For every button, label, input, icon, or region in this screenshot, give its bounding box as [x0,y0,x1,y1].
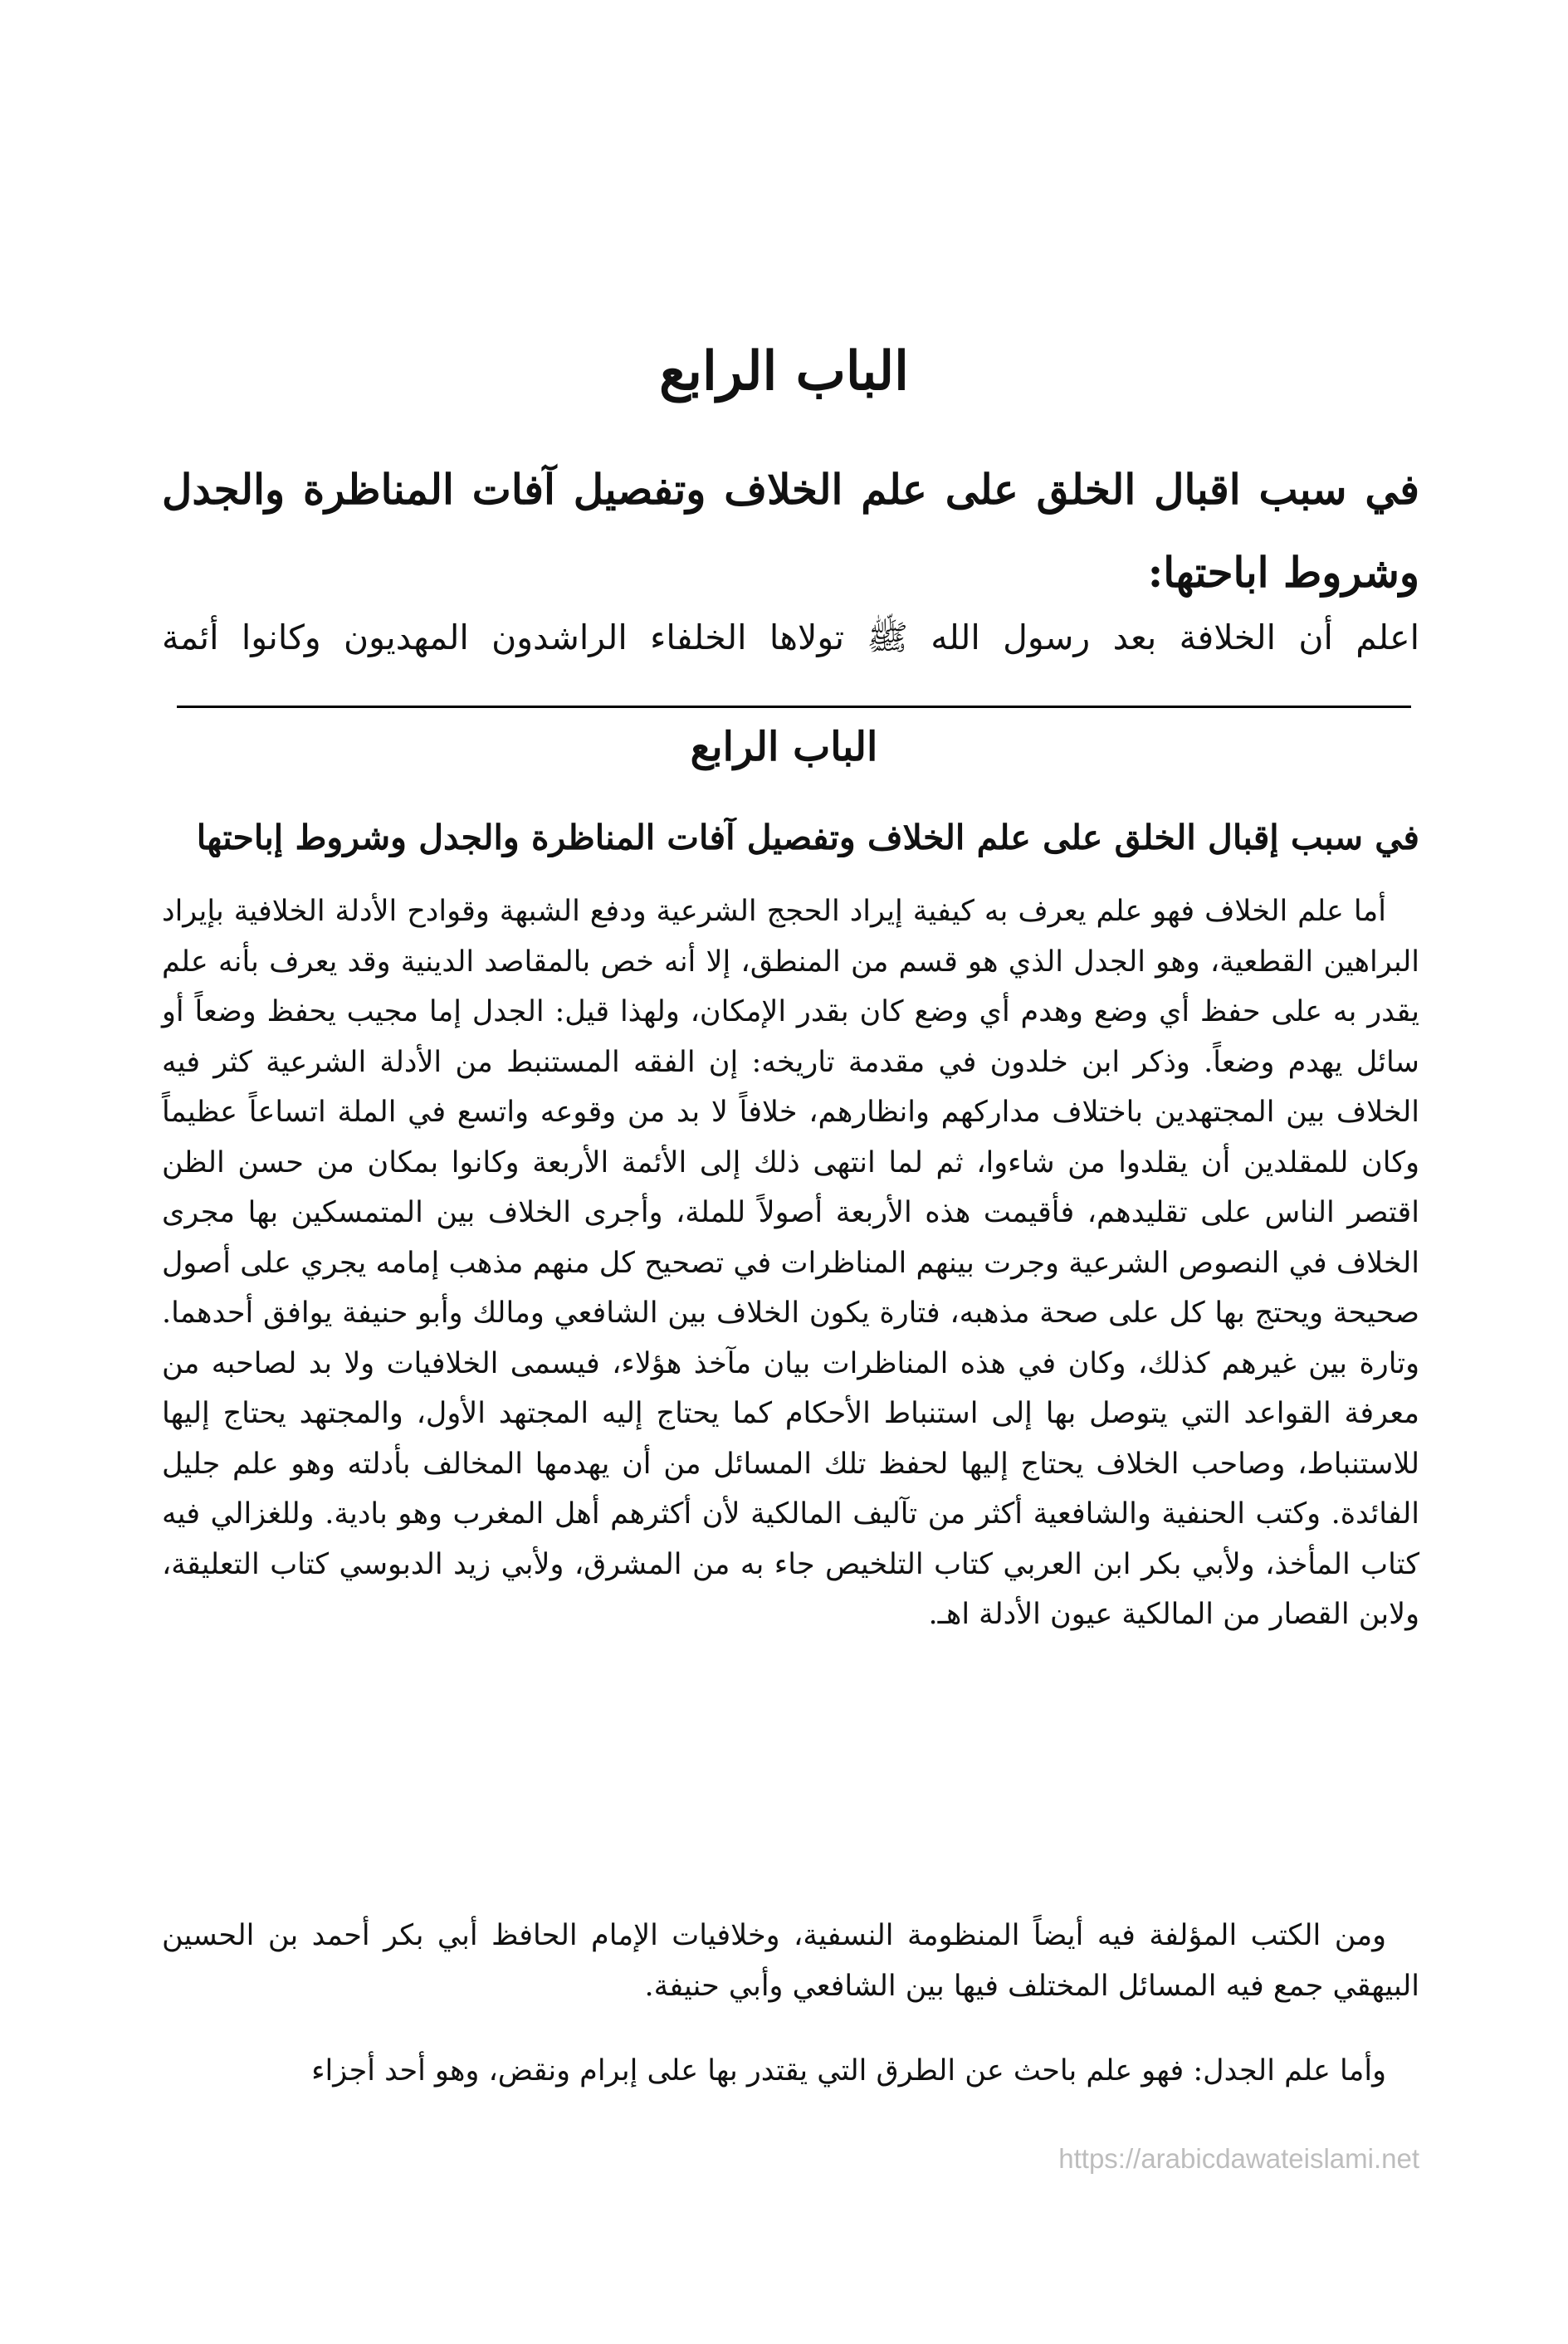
chapter-title: الباب الرابع [659,340,909,403]
commentary-paragraph: وأما علم الجدل: فهو علم باحث عن الطرق التي يقتدر بها على إبرام ونقض، وهو أحد أجزاء [311,2054,1386,2088]
chapter-subtitle: في سبب اقبال الخلق على علم الخلاف وتفصيل آفات المناظرة والجدل وشروط اباحتها: [162,465,1419,597]
section-divider [177,706,1411,708]
commentary-paragraph: أما علم الخلاف فهو علم يعرف به كيفية إيراد الحجج الشرعية ودفع الشبهة وقوادح الأدلة الخلافية بإيراد البراهين القطعية، وهو الجدل الذي هو قسم من المنطق، إلا أنه خص بالمقاصد الدينية وقد يعرف بأنه علم يقدر به على حفظ أي وضع وهدم أي وضع كان بقدر الإمكان، ولهذا قيل: الجدل إما مجيب يحفظ وضعاً أو سائل يهدم وضعاً. وذكر ابن خلدون في مقدمة تاريخه: إن الفقه المستنبط من الأدلة الشرعية كثر فيه الخلاف بين المجتهدين باختلاف مداركهم وانظارهم، خلافاً لا بد من وقوعه واتسع في الملة اتساعاً عظيماً وكان للمقلدين أن يقلدوا من شاءوا، ثم لما انتهى ذلك إلى الأئمة الأربعة وكانوا بمكان من حسن الظن اقتصر الناس على تقليدهم، فأقيمت هذه الأربعة أصولاً للملة، وأجرى الخلاف بين المتمسكين بها مجرى الخلاف في النصوص الشرعية وجرت بينهم المناظرات في تصحيح كل منهم مذهب إمامه يجري على أصول صحيحة ويحتج بها كل على صحة مذهبه، فتارة يكون الخلاف بين الشافعي ومالك وأبو حنيفة يوافق أحدهما. وتارة بين غيرهم كذلك، وكان في هذه المناظرات بيان مآخذ هؤلاء، فيسمى الخلافيات ولا بد لصاحبه من معرفة القواعد التي يتوصل بها إلى استنباط الأحكام كما يحتاج إليه المجتهد الأول، والمجتهد يحتاج إليها للاستنباط، وصاحب الخلاف يحتاج إليها لحفظ تلك المسائل من أن يهدمها المخالف بأدلته وهو علم جليل الفائدة. وكتب الحنفية والشافعية أكثر من تآليف المالكية لأن أكثرهم أهل المغرب وهو بادية. وللغزالي فيه كتاب المأخذ، ولأبي بكر ابن العربي كتاب التلخيص جاء به من المشرق، ولأبي زيد الدبوسي كتاب التعليقة، ولابن القصار من المالكية عيون الأدلة اهـ. [162,895,1419,1631]
intro-line: اعلم أن الخلافة بعد رسول الله ﷺ تولاها الخلفاء الراشدون المهديون وكانوا أئمة [162,618,1419,657]
commentary-chapter-subtitle: في سبب إقبال الخلق على علم الخلاف وتفصيل آفات المناظرة والجدل وشروط إباحتها [196,818,1419,857]
commentary-chapter-title: الباب الرابع [690,724,878,770]
website-watermark: https://arabicdawateislami.net [1058,2143,1419,2174]
commentary-paragraph: ومن الكتب المؤلفة فيه أيضاً المنظومة النسفية، وخلافيات الإمام الحافظ أبي بكر أحمد بن الحسين البيهقي جمع فيه المسائل المختلف فيها بين الشافعي وأبي حنيفة. [162,1919,1419,2003]
